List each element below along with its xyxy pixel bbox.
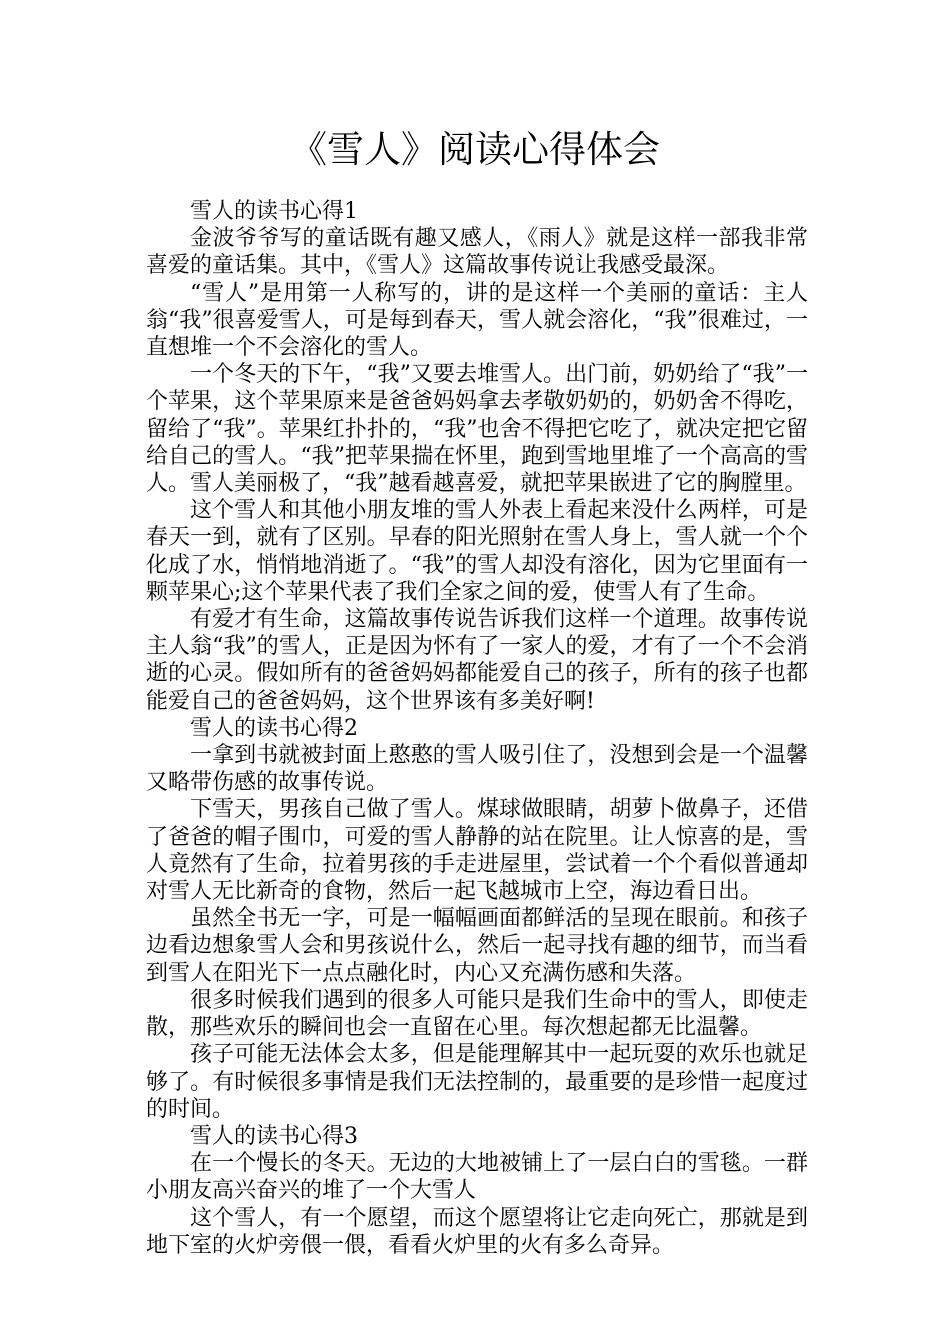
section-heading: 雪人的读书心得1	[190, 199, 358, 224]
paragraph: 一拿到书就被封面上憨憨的雪人吸引住了，没想到会是一个温馨又略带伤感的故事传说。	[146, 743, 808, 796]
paragraph: 下雪天，男孩自己做了雪人。煤球做眼睛，胡萝卜做鼻子，还借了爸爸的帽子围巾，可爱的雪人静静的站在院里。让人惊喜的是，雪人竟然有了生命，拉着男孩的手走进屋里，尝试着一个个看似普通却对雪人无比新奇的食物，然后一起飞越城市上空，海边看日出。	[146, 797, 808, 905]
document-body	[146, 198, 808, 1259]
paragraph: 在一个慢长的冬天。无边的大地被铺上了一层白白的雪毯。一群小朋友高兴奋兴的堆了一个大雪人	[146, 1151, 808, 1204]
section-heading: 雪人的读书心得3	[190, 1123, 358, 1149]
paragraph: 虽然全书无一字，可是一幅幅画面都鲜活的呈现在眼前。和孩子边看边想象雪人会和男孩说什么，然后一起寻找有趣的细节，而当看到雪人在阳光下一点点融化时，内心又充满伤感和失落。	[146, 906, 808, 986]
paragraph: 这个雪人和其他小朋友堆的雪人外表上看起来没什么两样，可是春天一到，就有了区别。早春的阳光照射在雪人身上，雪人就一个个化成了水，悄悄地消逝了。“我”的雪人却没有溶化，因为它里面有一颗苹果心;这个苹果代表了我们全家之间的爱，使雪人有了生命。	[146, 498, 808, 605]
paragraph: 金波爷爷写的童话既有趣又感人，《雨人》就是这样一部我非常喜爱的童话集。其中，《雪人》这篇故事传说让我感受最深。	[146, 226, 808, 279]
paragraph: 一个冬天的下午，“我”又要去堆雪人。出门前，奶奶给了“我”一个苹果，这个苹果原来是爸爸妈妈拿去孝敬奶奶的，奶奶舍不得吃，留给了“我”。苹果红扑扑的，“我”也舍不得把它吃了，就决定把它留给自己的雪人。“我”把苹果揣在怀里，跑到雪地里堆了一个高高的雪人。雪人美丽极了，“我”越看越喜爱，就把苹果嵌进了它的胸膛里。	[146, 362, 808, 497]
paragraph: 很多时候我们遇到的很多人可能只是我们生命中的雪人，即使走散，那些欢乐的瞬间也会一直留在心里。每次想起都无比温馨。	[146, 987, 808, 1041]
document-title: 《雪人》阅读心得体会	[290, 128, 660, 171]
paragraph: 有爱才有生命，这篇故事传说告诉我们这样一个道理。故事传说主人翁“我”的雪人，正是因为怀有了一家人的爱，才有了一个不会消逝的心灵。假如所有的爸爸妈妈都能爱自己的孩子，所有的孩子也都能爱自己的爸爸妈妈，这个世界该有多美好啊!	[146, 607, 808, 714]
paragraph: 孩子可能无法体会太多，但是能理解其中一起玩耍的欢乐也就足够了。有时候很多事情是我们无法控制的，最重要的是珍惜一起度过的时间。	[146, 1042, 808, 1122]
paragraph: 这个雪人，有一个愿望，而这个愿望将让它走向死亡，那就是到地下室的火炉旁偎一偎，看看火炉里的火有多么奇异。	[146, 1205, 808, 1258]
section-heading: 雪人的读书心得2	[190, 715, 358, 741]
paragraph: “雪人”是用第一人称写的，讲的是这样一个美丽的童话：主人翁“我”很喜爱雪人，可是每到春天，雪人就会溶化，“我”很难过，一直想堆一个不会溶化的雪人。	[146, 280, 808, 361]
